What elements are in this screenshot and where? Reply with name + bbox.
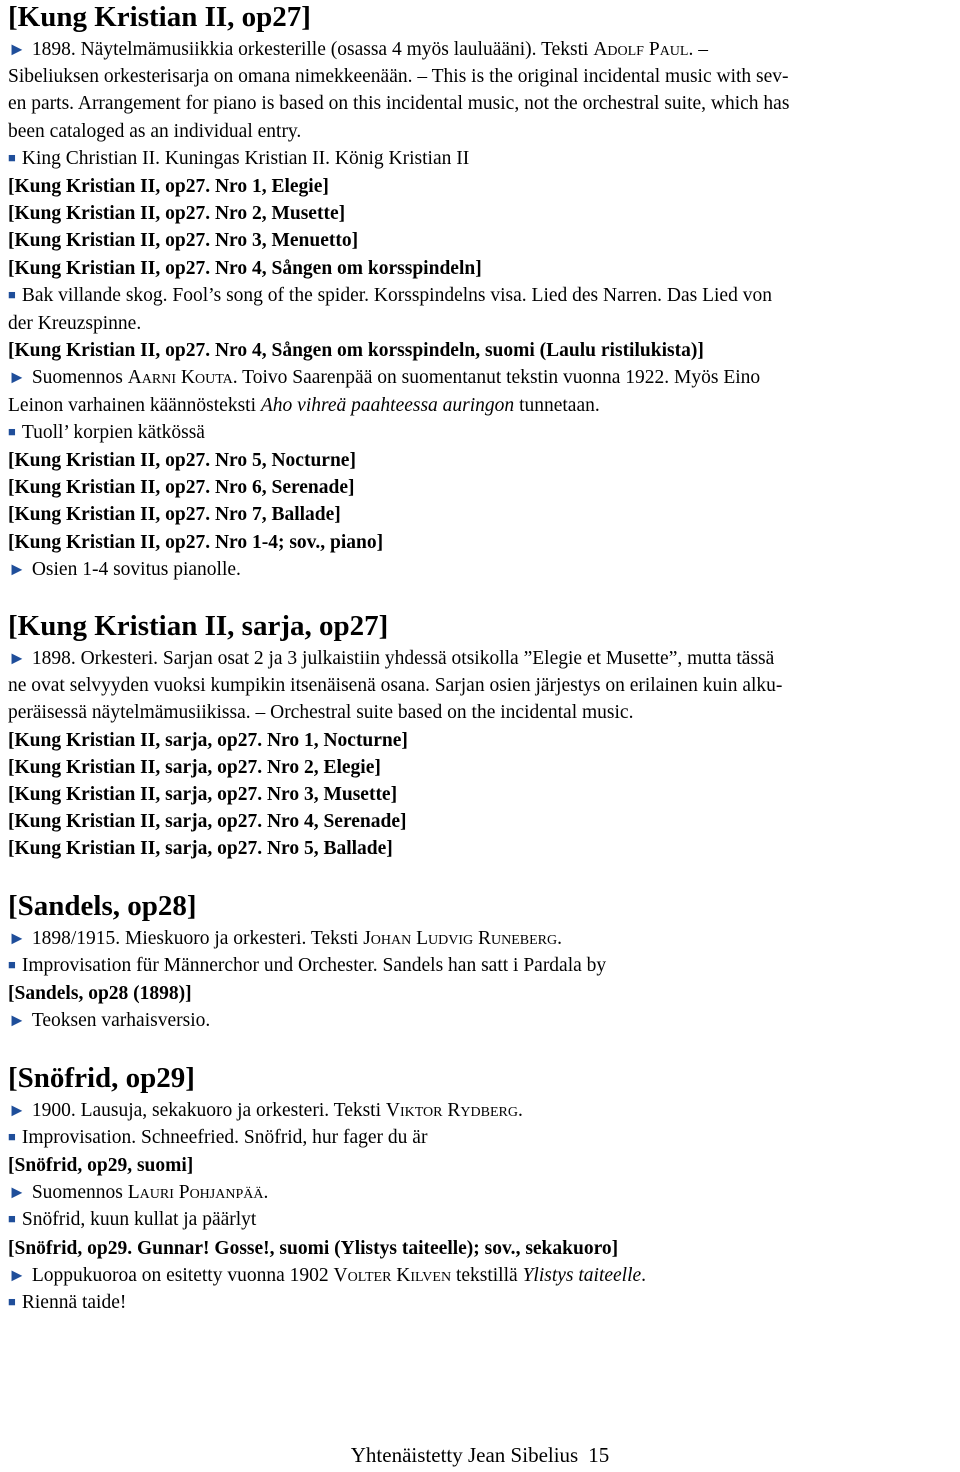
part-title: [Kung Kristian II, op27. Nro 2, Musette] [8, 203, 346, 225]
variant-titles: ■ Riennä taide! [8, 1291, 127, 1313]
entry-title: [Kung Kristian II, op27] [8, 1, 311, 33]
entry-note: ► 1900. Lausuja, sekakuoro ja orkesteri. Teksti Viktor Rydberg. [8, 1099, 523, 1121]
entry-title: [Sandels, op28] [8, 889, 197, 922]
square-bullet-icon: ■ [8, 1293, 16, 1309]
part-title: [Kung Kristian II, op27. Nro 7, Ballade] [8, 504, 341, 526]
entry-note: ► 1898. Näytelmämusiikkia orkesterille (osassa 4 myös lauluääni). Teksti Adolf Paul. – [8, 39, 708, 60]
square-bullet-icon: ■ [8, 423, 16, 439]
part-note: ► Teoksen varhaisversio. [8, 1010, 211, 1032]
part-title: [Snöfrid, op29, suomi] [8, 1154, 194, 1176]
variant-titles: ■ Snöfrid, kuun kullat ja päärlyt [8, 1209, 257, 1231]
part-title: [Kung Kristian II, op27. Nro 6, Serenade] [8, 477, 355, 499]
entry-note-line: ne ovat selvyyden vuoksi kumpikin itsenäisenä osana. Sarjan osien järjestys on erilainen kuin alku- [8, 675, 783, 697]
document-content [8, 0, 953, 1317]
entry-note-line: peräisessä näytelmämusiikissa. – Orchestral suite based on the incidental music. [8, 702, 634, 724]
triangle-bullet-icon: ► [8, 367, 26, 388]
entry-note-line: en parts. Arrangement for piano is based on this incidental music, not the orchestral suite, which has [8, 93, 790, 115]
square-bullet-icon: ■ [8, 1211, 16, 1227]
part-title: [Kung Kristian II, op27. Nro 5, Nocturne] [8, 450, 356, 472]
variant-titles-line: der Kreuzspinne. [8, 313, 142, 335]
page-footer [0, 1442, 960, 1468]
footer-text: Yhtenäistetty Jean Sibelius [350, 1443, 579, 1467]
variant-titles: ■ Bak villande skog. Fool’s song of the spider. Korsspindelns visa. Lied des Narren. Das Lied von [8, 284, 772, 306]
part-title: [Kung Kristian II, op27. Nro 1-4; sov., piano] [8, 531, 384, 553]
entry-note-line: been cataloged as an individual entry. [8, 120, 302, 142]
square-bullet-icon: ■ [8, 1128, 16, 1144]
triangle-bullet-icon: ► [8, 927, 26, 948]
variant-titles: ■ Tuoll’ korpien kätkössä [8, 421, 205, 443]
translator-note: ► Suomennos Lauri Pohjanpää. [8, 1182, 269, 1204]
part-title: [Kung Kristian II, op27. Nro 3, Menuetto] [8, 230, 359, 252]
part-note: ► Loppukuoroa on esitetty vuonna 1902 Volter Kilven tekstillä Ylistys taiteelle. [8, 1264, 647, 1286]
part-title: [Kung Kristian II, sarja, op27. Nro 4, Serenade] [8, 811, 407, 833]
part-title: [Kung Kristian II, sarja, op27. Nro 1, Nocturne] [8, 729, 408, 751]
part-title: [Sandels, op28 (1898)] [8, 983, 192, 1005]
triangle-bullet-icon: ► [8, 1099, 26, 1120]
entry-snofrid [8, 1061, 953, 1318]
triangle-bullet-icon: ► [8, 1010, 26, 1031]
author-name: Adolf Paul [593, 39, 689, 60]
variant-titles: ■ King Christian II. Kuningas Kristian II. König Kristian II [8, 147, 470, 169]
translator-note-line: Leinon varhainen käännösteksti Aho vihreä paahteessa auringon tunnetaan. [8, 394, 600, 416]
part-title: [Kung Kristian II, op27. Nro 4, Sången om korsspindeln] [8, 257, 482, 279]
translator-note: ► Suomennos Aarni Kouta. Toivo Saarenpää on suomentanut tekstin vuonna 1922. Myös Eino [8, 367, 761, 389]
entry-note: ► 1898/1915. Mieskuoro ja orkesteri. Teksti Johan Ludvig Runeberg. [8, 927, 562, 949]
part-title: [Kung Kristian II, op27. Nro 4, Sången om korsspindeln, suomi (Laulu ristilukista)] [8, 340, 704, 362]
triangle-bullet-icon: ► [8, 1182, 26, 1203]
variant-titles: ■ Improvisation. Schneefried. Snöfrid, hur fager du är [8, 1126, 428, 1148]
page-number: 15 [588, 1443, 610, 1467]
part-title: [Kung Kristian II, op27. Nro 1, Elegie] [8, 176, 329, 198]
entry-note: ► 1898. Orkesteri. Sarjan osat 2 ja 3 julkaistiin yhdessä otsikolla ”Elegie et Musette”, mutta tässä [8, 648, 775, 670]
variant-titles: ■ Improvisation für Männerchor und Orchester. Sandels han satt i Pardala by [8, 954, 607, 976]
square-bullet-icon: ■ [8, 286, 16, 302]
part-title: [Kung Kristian II, sarja, op27. Nro 5, Ballade] [8, 838, 393, 860]
translator-name: Aarni Kouta [127, 367, 233, 389]
translator-name: Lauri Pohjanpää [127, 1182, 264, 1204]
triangle-bullet-icon: ► [8, 648, 26, 669]
entry-title: [Kung Kristian II, sarja, op27] [8, 610, 389, 643]
section-gap [8, 1035, 953, 1061]
part-title: [Snöfrid, op29. Gunnar! Gosse!, suomi (Ylistys taiteelle); sov., sekakuoro] [8, 1237, 619, 1259]
triangle-bullet-icon: ► [8, 39, 26, 59]
part-title: [Kung Kristian II, sarja, op27. Nro 2, Elegie] [8, 756, 381, 778]
part-note: ► Osien 1-4 sovitus pianolle. [8, 558, 241, 580]
section-gap [8, 583, 953, 609]
author-name: Viktor Rydberg [385, 1099, 518, 1121]
author-name: Johan Ludvig Runeberg [363, 927, 558, 949]
square-bullet-icon: ■ [8, 956, 16, 972]
entry-title: [Snöfrid, op29] [8, 1061, 195, 1094]
entry-sandels [8, 889, 953, 1035]
section-gap [8, 863, 953, 889]
triangle-bullet-icon: ► [8, 1264, 26, 1285]
author-name: Volter Kilven [333, 1264, 452, 1286]
entry-note-line: Sibeliuksen orkesterisarja on omana nimekkeenään. – This is the original incidental music with sev- [8, 66, 789, 88]
entry-kung-kristian-sarja [8, 609, 953, 863]
entry-kung-kristian [8, 0, 953, 583]
square-bullet-icon: ■ [8, 149, 16, 165]
triangle-bullet-icon: ► [8, 558, 26, 579]
part-title: [Kung Kristian II, sarja, op27. Nro 3, Musette] [8, 784, 398, 806]
